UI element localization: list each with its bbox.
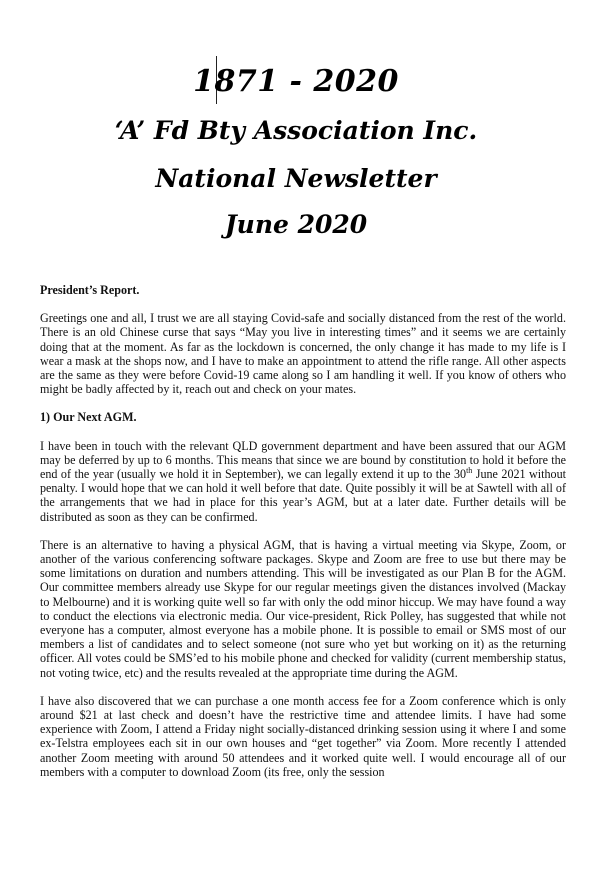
newsletter-title: National Newsletter (155, 164, 437, 193)
association-name: ‘A’ Fd Bty Association Inc. (114, 116, 478, 145)
newsletter-issue-date: June 2020 (224, 210, 368, 239)
agm-para1-text-b: June 2021 without penalty. I would hope that we can hold it well before that date. Quite possibly it will be at Sawtell with all of the arrangements that we had in place for this year’s AGM, but at a later date. Further details will be distributed as soon as they can be confirmed. (40, 467, 566, 524)
agm-para1-text-a: I have been in touch with the relevant QLD government department and have been assured that our AGM may be deferred by up to 6 months. This means that since we are bound by constitution to hold it before the end of the year (usually we hold it in September), we can legally extend it up to the 30 (40, 438, 566, 482)
next-agm-paragraph-1 (40, 439, 566, 524)
newsletter-body (40, 283, 566, 793)
next-agm-paragraph-3: I have also discovered that we can purchase a one month access fee for a Zoom conference which is only around $21 at last check and doesn’t have the restrictive time and attendee limits. I have had some experience with Zoom, I attend a Friday night socially-distanced drinking session using it where I and some ex-Telstra employees each sit in our own houses and “get together” via Zoom. More recently I attended another Zoom meeting with around 50 attendees and it worked quite well. I would encourage all of our members with a computer to download Zoom (its free, only the session (40, 693, 566, 779)
next-agm-heading: 1) Our Next AGM. (40, 410, 137, 425)
presidents-report-intro: Greetings one and all, I trust we are all staying Covid-safe and socially distanced from the rest of the world. There is an old Chinese curse that says “May you live in interesting times” and it seems we are certainly doing that at the moment. As far as the lockdown is concerned, the only change it has made to my life is I wear a mask at the shops now, and I have to make an appointment to attend the rifle range. All other aspects are the same as they were before Covid-19 came along so I am handling it well. If you know of others who might be badly affected by it, reach out and check on your mates. (40, 311, 566, 397)
presidents-report-heading: President’s Report. (40, 283, 140, 297)
next-agm-paragraph-2: There is an alternative to having a physical AGM, that is having a virtual meeting via Skype, Zoom, or another of the various conferencing software packages. Skype and Zoom are free to use but there may be some limitations on duration and numbers attending. This will be investigated as our Plan B for the AGM. Our committee members already use Skype for our regular meetings given the distances involved (Mackay to Melbourne) and it is working quite well so far with only the odd minor hiccup. We may have found a way to conduct the elections via electronic media. Our vice-president, Rick Polley, has suggested that while not everyone has a computer, almost everyone has a mobile phone. It is possible to email or SMS most of our members a list of candidates and to select someone (not sure who yet but working on it) as the returning officer. All votes could be SMS’ed to his mobile phone and checked for validity (current membership status, not voting twice, etc) and the results revealed at the appropriate time during the AGM. (40, 537, 566, 680)
agm-para1-superscript: th (466, 466, 473, 475)
newsletter-years: 1871 - 2020 (193, 64, 399, 99)
